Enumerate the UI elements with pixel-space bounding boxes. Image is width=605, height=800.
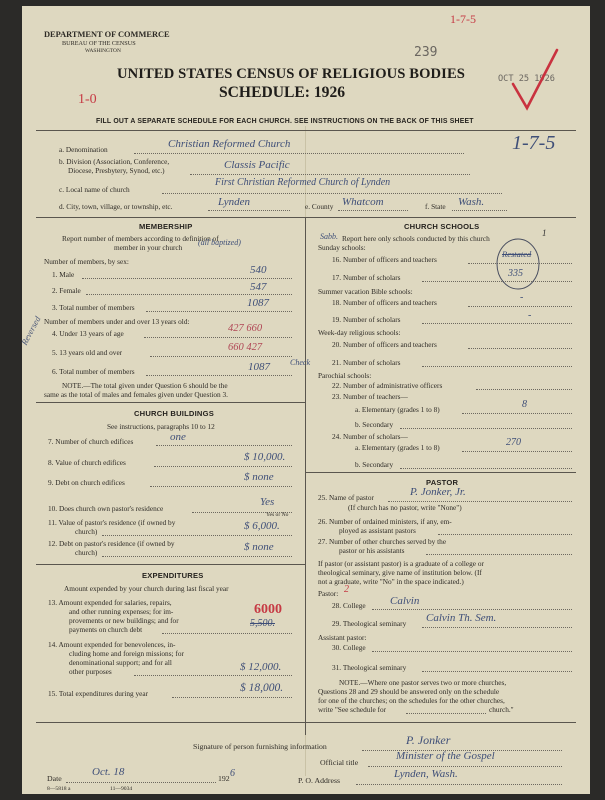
q21-label: 21. Number of scholars [332,358,401,367]
q12-value: $ none [244,541,274,553]
q4-value: 427 660 [228,323,263,334]
q29-label: 29. Theological seminary [332,619,407,628]
q6-value: 1087 [248,361,270,373]
footer-rule [36,722,576,723]
q15-label: 15. Total expenditures during year [48,689,149,698]
column-divider [305,217,306,735]
q24a-line [462,451,572,452]
pastor-note-1: NOTE.—Where one pastor serves two or more churches, [339,678,507,687]
expenditures-sub: Amount expended by your church during last fiscal year [64,584,229,593]
schools-intro: Report here only schools conducted by this church [342,234,490,243]
stamp-number: 239 [414,45,438,60]
q8-line [154,466,292,467]
pastor-rule [305,472,576,473]
po-address-line [356,784,562,785]
dept-label: DEPARTMENT OF COMMERCE [44,30,170,39]
buildings-heading: CHURCH BUILDINGS [134,409,214,418]
expenditures-heading: EXPENDITURES [142,571,204,580]
q10-label: 10. Does church own pastor's residence [48,504,164,513]
q19-label: 19. Number of scholars [332,315,401,324]
division-line [190,174,470,175]
q14-line [134,675,292,676]
q29-line [422,627,572,628]
q23-label: 23. Number of teachers— [332,392,408,401]
pastor-heading: PASTOR [426,478,459,487]
official-title-line [368,766,562,767]
q19-line [422,323,572,324]
q14-line-4: other purposes [69,667,112,676]
q3-value: 1087 [247,297,269,309]
by-sex-label: Number of members, by sex: [44,257,129,266]
date-line [66,782,216,783]
schools-heading: CHURCH SCHOOLS [404,222,480,231]
date-label: Date [47,774,62,783]
q28-label: 28. College [332,601,366,610]
po-address-label: P. O. Address [298,776,341,785]
q25-hint: (If church has no pastor, write "None") [348,503,462,512]
q13-line-2: and other running expenses; for im- [69,607,174,616]
local-name-value: First Christian Reformed Church of Lynden [215,177,391,188]
q14-line-3: denominational support; and for all [69,658,172,667]
q25-label: 25. Name of pastor [318,493,374,502]
q30-line [372,651,572,652]
signature-label: Signature of person furnishing information [193,742,327,751]
q13-line-4: payments on church debt [69,625,143,634]
q20-label: 20. Number of officers and teachers [332,340,437,349]
pastor-note-line [406,713,486,714]
local-name-label: c. Local name of church [59,185,130,194]
signature-value: P. Jonker [406,733,451,747]
q27-line-1: 27. Number of other churches served by the [318,537,447,546]
q21-line [422,366,572,367]
q7-value: one [170,431,186,443]
denomination-value: Christian Reformed Church [168,138,291,150]
po-address-value: Lynden, Wash. [394,768,458,780]
city-value: Lynden [218,196,251,208]
q10-value: Yes [260,496,275,508]
weekday-label: Week-day religious schools: [318,328,401,337]
q15-value: $ 18,000. [240,682,284,694]
state-value: Wash. [458,196,485,208]
q2-label: 2. Female [52,286,81,295]
division-label: b. Division (Association, Conference, [59,157,170,166]
check-mark-icon [509,46,561,116]
q24b-line [400,468,572,469]
denomination-label: a. Denomination [59,145,108,154]
grad-note-2: theological seminary, give name of institution below. (If [318,568,482,577]
summer-label: Summer vacation Bible schools: [318,287,413,296]
official-title-label: Official title [320,758,359,767]
q25-line [388,501,572,502]
census-schedule-page [19,6,590,794]
membership-intro-2: member in your church [114,243,183,252]
q9-value: $ none [244,471,274,483]
q5-label: 5. 13 years old and over [52,348,123,357]
q23a-value: 8 [522,399,527,410]
q14-value: $ 12,000. [240,661,282,673]
q27-line [426,554,572,555]
buildings-sub: See instructions, paragraphs 10 to 12 [107,422,215,431]
form-title: UNITED STATES CENSUS OF RELIGIOUS BODIES [117,66,465,82]
q24a-label: a. Elementary (grades 1 to 8) [355,443,440,452]
q12-label-2: church) [75,548,98,557]
q3-line [146,311,292,312]
pastor-sub-label: Pastor: [318,589,339,598]
general-rule [36,217,576,218]
q8-label: 8. Value of church edifices [48,458,126,467]
q6-label: 6. Total number of members [52,367,135,376]
county-label: e. County [305,202,334,211]
q10-hint: Yes or No [266,512,289,518]
q3-label: 3. Total number of members [52,303,135,312]
q4-label: 4. Under 13 years of age [52,329,124,338]
official-title-value: Minister of the Gospel [396,750,495,762]
q26-line-1: 26. Number of ordained ministers, if any, em- [318,517,452,526]
q23a-line [462,413,572,414]
q15-line [172,697,292,698]
sunday-note: Sabb. [320,232,338,241]
received-date-stamp: OCT 25 1926 [498,74,555,84]
q24b-label: b. Secondary [355,460,394,469]
q23b-line [400,428,572,429]
denomination-line [134,153,464,154]
q8-value: $ 10,000. [244,451,286,463]
red-top-code: 1-7-5 [450,12,476,26]
q26-line-2: ployed as assistant pastors [339,526,416,535]
q28-value: Calvin [390,595,420,607]
q13-value: 6000 [254,602,282,617]
pastor-note-3: for one of the churches; on the schedules for the other churches, [318,696,505,705]
q24a-value: 270 [506,437,521,448]
q26-line [438,534,572,535]
schedule-title: SCHEDULE: 1926 [219,84,346,101]
q14-line-2: cluding home and foreign missions; for [69,649,184,658]
membership-intro-note: (all baptized) [198,238,241,247]
by-age-label: Number of members under and over 13 years old: [44,317,190,326]
bureau-label: BUREAU OF THE CENSUS [62,40,136,47]
circle-mark-icon [494,235,542,293]
city-line [208,210,290,211]
q16-label: 16. Number of officers and teachers [332,255,437,264]
q7-label: 7. Number of church edifices [48,437,134,446]
q22-line [476,389,572,390]
q20-line [468,348,572,349]
q18-value: - [520,292,524,303]
form-code: 8—5818 a [47,786,71,792]
q4-line [144,337,292,338]
margin-code: 1-7-5 [512,132,556,154]
q25-value: P. Jonker, Jr. [410,486,466,498]
q9-line [150,486,292,487]
date-value: Oct. 18 [92,766,125,778]
division-label-2: Diocese, Presbytery, Synod, etc.) [68,166,165,175]
q1-line [82,278,292,279]
q17-value: 335 [508,268,523,279]
year-value: 6 [230,768,235,779]
q16-value: Restated [502,249,532,259]
circle-mark: 1 [542,228,547,238]
q23b-label: b. Secondary [355,420,394,429]
state-label: f. State [425,202,446,211]
q19-value: - [528,310,532,321]
reversed-note: Reversed [19,314,43,347]
q13-line [162,633,292,634]
red-left-code: 1-0 [78,92,97,107]
q23a-label: a. Elementary (grades 1 to 8) [355,405,440,414]
pastor-note-4b: church." [489,705,514,714]
state-line [452,210,507,211]
q18-label: 18. Number of officers and teachers [332,298,437,307]
instruction-line: FILL OUT A SEPARATE SCHEDULE FOR EACH CHURCH. SEE INSTRUCTIONS ON THE BACK OF THIS SHEET [96,118,474,125]
q9-label: 9. Debt on church edifices [48,478,125,487]
pastor-mark: 2 [344,584,349,595]
q28-line [372,609,572,610]
city-label: WASHINGTON [85,48,121,54]
q5-value: 660 427 [228,342,263,353]
city-label-field: d. City, town, village, or township, etc. [59,202,173,211]
q11-label-2: church) [75,527,98,536]
q2-value: 547 [250,281,267,293]
division-value: Classis Pacific [224,159,290,171]
q12-line [102,556,292,557]
q17-label: 17. Number of scholars [332,273,401,282]
asst-pastor-label: Assistant pastor: [318,633,367,642]
q14-line-1: 14. Amount expended for benevolences, in- [48,640,176,649]
county-line [338,210,408,211]
membership-note-1: NOTE.—The total given under Question 6 should be the [62,381,228,390]
q5-line [150,356,292,357]
buildings-rule [36,402,305,403]
parochial-label: Parochial schools: [318,371,372,380]
q7-line [156,445,292,446]
pastor-note-2: Questions 28 and 29 should be answered only on the schedule [318,687,500,696]
check-note: Check [290,358,310,367]
q30-label: 30. College [332,643,366,652]
year-label: 192 [218,774,230,783]
q29-value: Calvin Th. Sem. [426,612,497,624]
membership-note-2: same as the total of males and females given under Question 3. [44,390,228,399]
membership-heading: MEMBERSHIP [139,222,193,231]
expenditures-rule [36,564,305,565]
print-code: 11—9034 [110,786,133,792]
q13-line-3: provements or new buildings; and for [69,616,179,625]
q2-line [86,294,292,295]
q13-strike-value: 5,500. [250,618,275,629]
q1-label: 1. Male [52,270,75,279]
county-value: Whatcom [342,196,384,208]
pastor-note-4: write "See schedule for [318,705,387,714]
grad-note-3: not a graduate, write "No" in the space indicated.) [318,577,464,586]
header-rule [36,130,576,131]
q11-value: $ 6,000. [244,520,280,532]
q27-line-2: pastor or his assistants [339,546,405,555]
q11-line [102,535,292,536]
q22-label: 22. Number of administrative officers [332,381,443,390]
q24-label: 24. Number of scholars— [332,432,408,441]
q13-line-1: 13. Amount expended for salaries, repairs, [48,598,172,607]
q12-label: 12. Debt on pastor's residence (if owned by [48,539,175,548]
membership-intro-1: Report number of members according to definition of [62,234,219,243]
q1-value: 540 [250,264,267,276]
local-name-line [162,193,502,194]
q18-line [468,306,572,307]
q31-line [422,671,572,672]
q31-label: 31. Theological seminary [332,663,407,672]
sunday-label: Sunday schools: [318,243,366,252]
grad-note-1: If pastor (or assistant pastor) is a graduate of a college or [318,559,484,568]
q6-line [146,375,292,376]
q11-label: 11. Value of pastor's residence (if owned by [48,518,176,527]
